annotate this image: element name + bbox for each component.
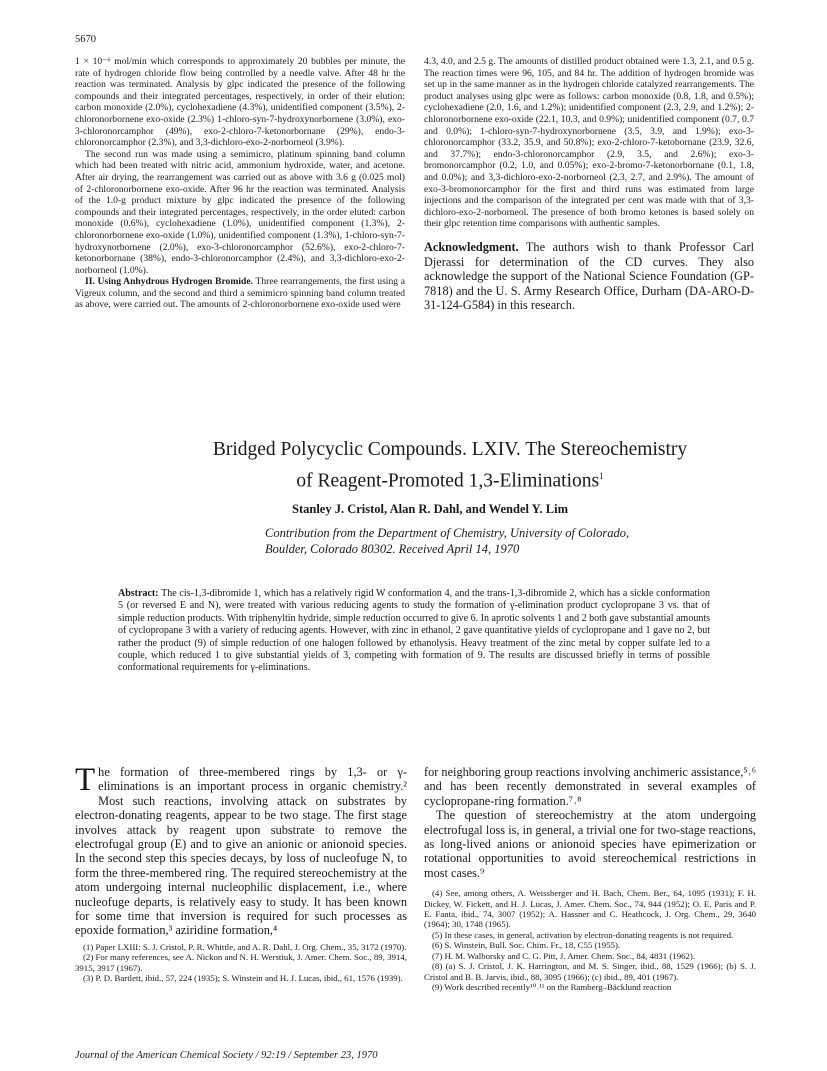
acknowledgment (424, 240, 754, 313)
acknowledgment-text: The authors wish to thank Professor Carl Djerassi for determination of the CD curves. They also acknowledge the support of the National Science Foundation (GP-7818) and the U. S. Army Research Office, Durham (DA-ARO-D-31-124-G584) in this research. (424, 239, 755, 313)
intro-paragraph (75, 762, 407, 938)
footnotes-right (424, 888, 756, 992)
footnote: (7) H. M. Walborsky and C. G. Pitt, J. Amer. Chem. Soc., 84, 4831 (1962). (432, 950, 696, 961)
journal-footer: Journal of the American Chemical Society / 92:19 / September 23, 1970 (75, 1050, 378, 1061)
paragraph: for neighboring group reactions involving anchimeric assistance,⁵˒⁶ and has been recently demonstrated in several examples of cyclopropane-ring formation.⁷˒⁸ (424, 765, 756, 808)
footnote: (3) P. D. Bartlett, ibid., 57, 224 (1935); S. Winstein and H. J. Lucas, ibid., 61, 1576 (1939). (83, 973, 403, 984)
footnote: (5) In these cases, in general, activation by electron-donating reagents is not required. (432, 929, 734, 940)
paragraph-text: he formation of three-membered rings by 1,3- or γ-eliminations is an important process in organic chemistry.² Most such reactions, involving attack on substrates by electron-donating reagents, appear to be two stage. The first stage involves attack by reagent upon substrate to remove the electrofugal group (E) and to give an anionic or anionoid species. In the second step this species decays, by loss of nucleofuge N, to form the three-membered ring. The required stereochemistry at the atom undergoing internal nucleophilic displacement, i.e., where nucleofuge departs, is relatively easy to study. It has been known for some time that inversion is required for such processes as epoxide formation,³ aziridine formation,⁴ (75, 765, 407, 938)
abstract (118, 588, 710, 675)
authors: Stanley J. Cristol, Alan R. Dahl, and Wendel Y. Lim (292, 502, 568, 516)
page-number: 5670 (75, 34, 96, 45)
paragraph (75, 276, 405, 311)
affiliation-line: Boulder, Colorado 80302. Received April 14, 1970 (265, 542, 520, 556)
footnote: (1) Paper LXIII: S. J. Cristol, P. R. Whittle, and A. R. Dahl, J. Org. Chem., 35, 3172 (1970). (83, 941, 407, 952)
footnotes-left (75, 942, 407, 984)
footnote: (2) For many references, see A. Nickon and N. H. Werstiuk, J. Amer. Chem. Soc., 89, 3914, 3915, 3917 (1967). (75, 952, 407, 973)
subsection-heading: II. Using Anhydrous Hydrogen Bromide. (85, 276, 253, 288)
footnote: (4) See, among others, A. Weissberger and H. Bach, Chem. Ber., 64, 1095 (1931); F. H. Dickey, W. Fickett, and H. J. Lucas, J. Amer. Chem. Soc., 74, 944 (1952); O. E. Paris and P. E. Fanta, ibid., 74, 3007 (1952); A. Hassner and C. Heathcock, J. Org. Chem., 29, 3640 (1964); 30, 1748 (1965). (424, 888, 756, 930)
paragraph: 4.3, 4.0, and 2.5 g. The amounts of distilled product obtained were 1.3, 2.1, and 0.5 g. The reaction times were 96, 105, and 84 hr. The addition of hydrogen bromide was set up in the same manner as in the hydrogen chloride catalyzed rearrangements. The product analyses using glpc were as follows: carbon monoxide (0.8, 1.8, and 0.5%); cyclohexadiene (2.0, 1.6, and 1.2%); unidentified component (2.3, 2.9, and 1.2%); 2-chloronorbornene exo-oxide (22.1, 10.3, and 0.9%); unidentified component (0.7, 0.7 and 0.0%); 1-chloro-syn-7-hydroxynorbornene (3.5, 3.9, and 1.9%); exo-3-chloronorcamphor (33.2, 35.9, and 50.8%); exo-2-chloro-7-ketobornane (23.9, 32.6, and 37.7%); endo-3-chloronorcamphor (2.9, 3.5, and 2.6%); exo-3-bromonorcamphor (0.2, 1.0, and 0.05%); exo-2-bromo-7-ketonorbornane (0.1, 1.8, and 0.0%); and 3,3-dichloro-exo-2-norborneol (2.3, 2.7, and 2.9%). The amount of exo-3-bromonorcamphor for the first and third runs was estimated from large injections and the comparison of the integrated per cent was made with that of 3,3-dichloro-exo-2-norborneol. The presence of both bromo ketones is based solely on their glpc retention time comparisons with authentic samples. (424, 56, 754, 230)
footnote: (6) S. Winstein, Bull. Soc. Chim. Fr., 18, C55 (1955). (432, 940, 621, 951)
experimental-left-column (75, 56, 405, 311)
paragraph: The second run was made using a semimicro, platinum spinning band column which had been treated with nitric acid, ammonium hydroxide, water, and acetone. After air drying, the rearrangement was carried out as above with 3.6 g (0.025 mol) of 2-chloronorbornene exo-oxide. After 96 hr the reaction was terminated. Analysis of the 1.0-g product mixture by glpc indicated the presence of the following compounds and their integrated percentages, respectively, in the order eluted: carbon monoxide (0.6%), cyclohexadiene (1.0%), unidentified component (1.3%), 2-chloronorbornene exo-oxide (1.0%), unidentified component (1.3%), 1-chloro-syn-7-hydroxynorbornene (2.0%), exo-3-chloronorcamphor (52.6%), exo-2-chloro-7-ketonorbornane (38%), endo-3-chloronorcamphor (2.4%), and 3,3-dichloro-exo-2-norborneol (1.0%). (75, 148, 405, 276)
affiliation-line: Contribution from the Department of Chemistry, University of Colorado, (265, 526, 630, 540)
paragraph: 1 × 10⁻⁶ mol/min which corresponds to approximately 20 bubbles per minute, the rate of hydrogen chloride flow being controlled by a needle valve. After 48 hr the reaction was terminated. Analysis by glpc indicated the presence of the following compounds and their integrated percentages, respectively, in order of their elution: carbon monoxide (2.0%), cyclohexadiene (4.3%), unidentified component (3.5%), 2-chloronorbornene exo-oxide (2.3%) 1-chloro-syn-7-hydroxynorbornene (3.0%), exo-3-chloronorcamphor (49%), exo-2-chloro-7-ketonorbornane (29%), endo-3-chloronorcamphor (2.3%), and 3,3-dichloro-exo-2-norborneol (3.9%). (75, 56, 405, 149)
paragraph: The question of stereochemistry at the atom undergoing electrofugal loss is, in general, a trivial one for two-stage reactions, as long-lived anions or anionoid species have epimerization or rotational opportunities to avoid stereochemical restrictions in most cases.⁹ (424, 808, 756, 880)
acknowledgment-heading: Acknowledgment. (424, 239, 519, 254)
footnote: (8) (a) S. J. Cristol, J. K. Harrington, and M. S. Singer, ibid., 88, 1529 (1966); (b) S. J. Cristol and B. B. Jarvis, ibid., 88, 3095 (1966); (c) ibid., 89, 401 (1967). (424, 961, 756, 982)
title-line (170, 463, 730, 495)
article-title (170, 436, 730, 495)
paragraph-text: Three rearrangements, the first using a Vigreux column, and the second and third a semimicro spinning band column treated as above, were carried out. The amounts of 2-chloronorbornene exo-oxide used were (75, 276, 405, 311)
title-line: Bridged Polycyclic Compounds. LXIV. The Stereochemistry (212, 439, 688, 460)
drop-cap: T (75, 762, 96, 798)
footnote: (9) Work described recently¹⁰˒¹¹ on the Ramberg–Bäcklund reaction (432, 981, 672, 992)
abstract-text: The cis-1,3-dibromide 1, which has a relatively rigid W conformation 4, and the trans-1,3-dibromide 2, which has a sickle conformation 5 (or reversed E and N), were treated with various reducing agents to study the formation of γ-elimination product cyclopropane 3 vs. that of simple reduction products. With triphenyltin hydride, simple reduction occurred to give 6. In aprotic solvents 1 and 2 both gave substantial amounts of cyclopropane 3 with a variety of reducing agents. However, with zinc in ethanol, 2 gave quantitative yields of cyclopropane and 1 gave no 2, but rather the product (9) of simple reduction of one halogen followed by ethanolysis. Heavy treatment of the zinc metal by copper sulfate led to a couple, which reduced 1 to give substantial yields of 3, competing with formation of 9. The results are discussed briefly in terms of possible conformational requirements for γ-eliminations. (118, 588, 711, 674)
experimental-right-column (424, 56, 754, 313)
body-left-column (75, 762, 407, 984)
title-footnote-mark: 1 (599, 471, 604, 481)
title-text: of Reagent-Promoted 1,3-Eliminations (296, 470, 600, 492)
body-right-column (424, 765, 756, 992)
affiliation (265, 525, 715, 557)
abstract-heading: Abstract: (118, 588, 159, 599)
